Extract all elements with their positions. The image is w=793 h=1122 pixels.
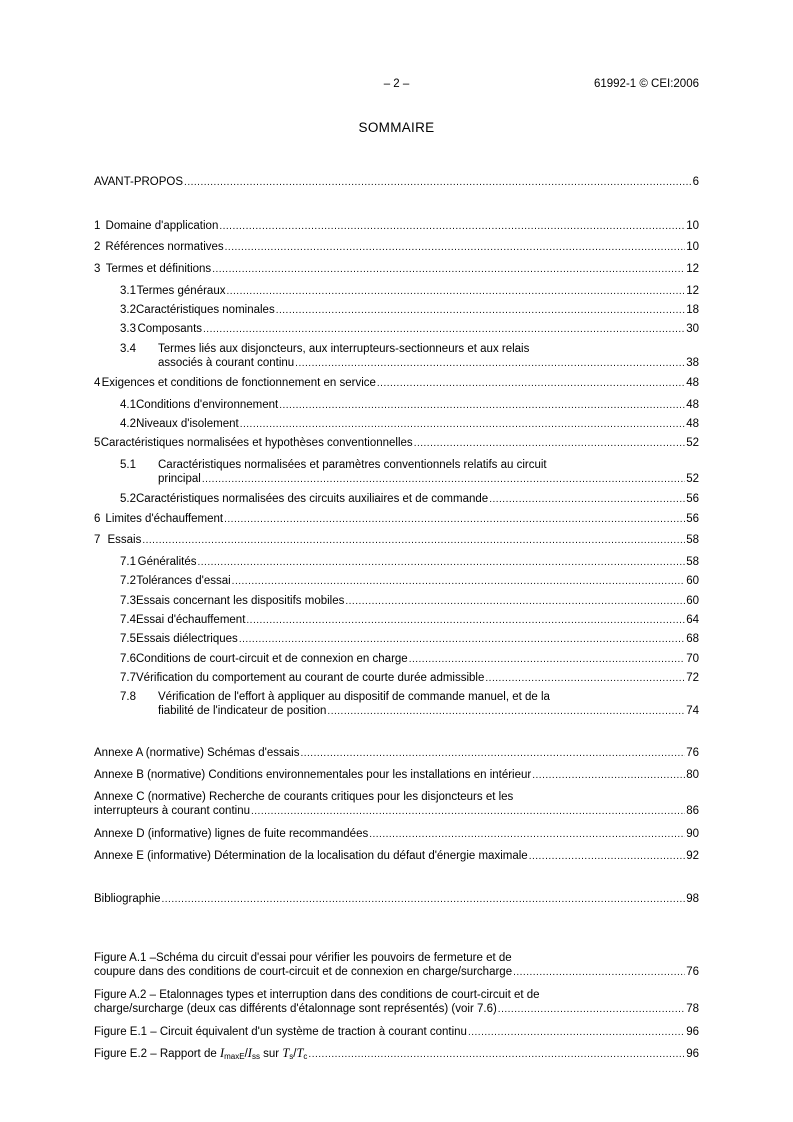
toc-entry-page: 76 xyxy=(686,747,699,759)
toc-entry-number: 4 xyxy=(94,377,101,389)
toc-entry-text-line1: Figure A.1 –Schéma du circuit d'essai pour vérifier les pouvoirs de fermeture et de xyxy=(94,952,512,964)
toc-entry-5-1[interactable] xyxy=(120,458,699,486)
toc-entry-page: 96 xyxy=(686,1026,699,1038)
toc-entry-figure-e1[interactable] xyxy=(94,1025,699,1039)
toc-entry-annex-d[interactable] xyxy=(94,827,699,841)
toc-entry-text: Généralités xyxy=(137,556,197,568)
toc-entry-number: 7.2 xyxy=(120,575,136,587)
toc-entry-7[interactable] xyxy=(94,533,699,547)
toc-entry-page: 12 xyxy=(686,285,699,297)
toc-entry-text: Termes généraux xyxy=(136,285,226,297)
toc-entry-page: 56 xyxy=(686,513,699,525)
toc-entry-page: 56 xyxy=(686,493,699,505)
toc-entry-text-line2: fiabilité de l'indicateur de position xyxy=(158,705,327,717)
toc-entry-text-line1: Figure A.2 – Etalonnages types et interruption dans des conditions de court-circuit et de xyxy=(94,989,540,1001)
toc-entry-page: 90 xyxy=(686,828,699,840)
toc-entry-page: 30 xyxy=(686,323,699,335)
toc-entry-page: 6 xyxy=(692,176,699,188)
toc-entry-page: 18 xyxy=(686,304,699,316)
toc-entry-2[interactable] xyxy=(94,240,699,254)
toc-entry-page: 48 xyxy=(686,399,699,411)
toc-entry-annex-e[interactable] xyxy=(94,849,699,863)
toc-entry-page: 80 xyxy=(686,769,699,781)
toc-entry-page: 60 xyxy=(686,595,699,607)
symbol-t-c: T xyxy=(296,1046,304,1060)
toc-entry-number: 4.2 xyxy=(120,418,136,430)
toc-entry-page: 70 xyxy=(686,653,699,665)
toc-entry-text: Vérification du comportement au courant de courte durée admissible xyxy=(136,672,485,684)
toc-entry-text: Essais diélectriques xyxy=(136,633,238,645)
toc-entry-annex-c[interactable] xyxy=(94,790,699,818)
toc-entry-3[interactable] xyxy=(94,262,699,276)
toc-entry-text-line1: Caractéristiques normalisées et paramètres conventionnels relatifs au circuit xyxy=(158,459,547,471)
toc-entry-page: 76 xyxy=(686,966,699,978)
toc-entry-text: Limites d'échauffement xyxy=(105,513,224,525)
symbol-i-maxe: I xyxy=(219,1046,225,1060)
toc-entry-annex-a[interactable] xyxy=(94,746,699,760)
toc-entry-7-7[interactable] xyxy=(120,671,699,685)
toc-entry-text: Essais concernant les dispositifs mobiles xyxy=(136,595,345,607)
toc-entry-text: Essais xyxy=(107,534,142,546)
toc-entry-text-line2: interrupteurs à courant continu xyxy=(94,805,250,817)
toc-entry-7-4[interactable] xyxy=(120,613,699,627)
toc-entry-text: Conditions de court-circuit et de connexion en charge xyxy=(136,653,408,665)
toc-entry-1[interactable] xyxy=(94,219,699,233)
toc-entry-number: 7.8 xyxy=(120,691,136,703)
toc-entry-5-2[interactable] xyxy=(120,492,699,506)
toc-entry-bibliographie[interactable] xyxy=(94,892,699,906)
toc-entry-number: 4.1 xyxy=(120,399,136,411)
toc-entry-number: 3.4 xyxy=(120,343,136,355)
toc-entry-text: Conditions d'environnement xyxy=(136,399,279,411)
toc-entry-page: 58 xyxy=(686,556,699,568)
toc-entry-text: Caractéristiques normalisées des circuits auxiliaires et de commande xyxy=(136,493,489,505)
toc-entry-text: Domaine d'application xyxy=(105,220,219,232)
toc-entry-5[interactable] xyxy=(94,436,699,450)
toc-entry-number: 5.2 xyxy=(120,493,136,505)
toc-entry-7-8[interactable] xyxy=(120,690,699,718)
toc-entry-page: 58 xyxy=(686,534,699,546)
toc-entry-text: Essai d'échauffement xyxy=(136,614,246,626)
toc-entry-text: Références normatives xyxy=(105,241,224,253)
toc-entry-number: 2 xyxy=(94,241,101,253)
toc-entry-page: 52 xyxy=(686,437,699,449)
toc-entry-text: Exigences et conditions de fonctionnement en service xyxy=(101,377,376,389)
toc-entry-7-6[interactable] xyxy=(120,652,699,666)
toc-entry-number: 7.4 xyxy=(120,614,136,626)
toc-entry-page: 38 xyxy=(686,357,699,369)
toc-entry-number: 3.3 xyxy=(120,323,136,335)
toc-entry-number: 7.3 xyxy=(120,595,136,607)
toc-entry-6[interactable] xyxy=(94,512,699,526)
toc-entry-text: Annexe D (informative) lignes de fuite recommandées xyxy=(94,828,369,840)
toc-entry-text-line2: coupure dans des conditions de court-circuit et de connexion en charge/surcharge xyxy=(94,966,513,978)
toc-entry-text: AVANT-PROPOS xyxy=(94,176,184,188)
toc-entry-avant-propos[interactable] xyxy=(94,175,699,189)
toc-entry-number: 7.1 xyxy=(120,556,136,568)
toc-entry-page: 68 xyxy=(686,633,699,645)
toc-entry-number: 3.2 xyxy=(120,304,136,316)
toc-entry-number: 7.6 xyxy=(120,653,136,665)
toc-entry-7-3[interactable] xyxy=(120,594,699,608)
toc-entry-number: 7.7 xyxy=(120,672,136,684)
toc-entry-text: Annexe E (informative) Détermination de la localisation du défaut d'énergie maximale xyxy=(94,850,528,862)
toc-entry-number: 7 xyxy=(94,534,101,546)
toc-entry-figure-e2[interactable] xyxy=(94,1046,699,1061)
toc-entry-page: 96 xyxy=(686,1048,699,1060)
toc-entry-3-4[interactable] xyxy=(120,342,699,370)
toc-entry-page: 78 xyxy=(686,1003,699,1015)
toc-entry-page: 10 xyxy=(686,241,699,253)
toc-entry-page: 52 xyxy=(686,473,699,485)
toc-entry-7-2[interactable] xyxy=(120,574,699,588)
toc-entry-3-2[interactable] xyxy=(120,303,699,317)
toc-entry-7-5[interactable] xyxy=(120,632,699,646)
toc-entry-number: 6 xyxy=(94,513,101,525)
toc-entry-7-1[interactable] xyxy=(120,555,699,569)
toc-entry-text: Figure E.2 – Rapport de $I_{maxE}/I_{ss}$ sur $T_s/T_c$ xyxy=(94,1046,308,1061)
toc-entry-figure-a2[interactable] xyxy=(94,988,699,1016)
toc-entry-text: Bibliographie xyxy=(94,893,161,905)
toc-entry-page: 48 xyxy=(686,377,699,389)
toc-entry-3-1[interactable] xyxy=(120,284,699,298)
toc-entry-number: 7.5 xyxy=(120,633,136,645)
toc-entry-text: Termes et définitions xyxy=(105,263,212,275)
symbol-i-ss: I xyxy=(247,1046,252,1060)
toc-entry-page: 10 xyxy=(686,220,699,232)
toc-entry-page: 64 xyxy=(686,614,699,626)
toc-entry-number: 3 xyxy=(94,263,101,275)
toc-entry-number: 1 xyxy=(94,220,101,232)
toc-entry-4-1[interactable] xyxy=(120,398,699,412)
toc-entry-page: 86 xyxy=(686,805,699,817)
symbol-t-s: T xyxy=(282,1046,290,1060)
document-reference: 61992-1 © CEI:2006 xyxy=(593,78,699,90)
toc-entry-text: Annexe B (normative) Conditions environnementales pour les installations en intérieur xyxy=(94,769,532,781)
toc-entry-4-2[interactable] xyxy=(120,417,699,431)
toc-entry-page: 74 xyxy=(686,705,699,717)
toc-entry-3-3[interactable] xyxy=(120,322,699,336)
toc-entry-figure-a1[interactable] xyxy=(94,951,699,979)
toc-entry-page: 12 xyxy=(686,263,699,275)
toc-entry-text: Tolérances d'essai xyxy=(136,575,231,587)
toc-entry-page: 60 xyxy=(686,575,699,587)
toc-entry-text: Figure E.1 – Circuit équivalent d'un système de traction à courant continu xyxy=(94,1026,467,1038)
toc-entry-text-line1: Termes liés aux disjoncteurs, aux interrupteurs-sectionneurs et aux relais xyxy=(158,343,530,355)
toc-entry-number: 3.1 xyxy=(120,285,136,297)
toc-entry-number: 5.1 xyxy=(120,459,136,471)
toc-entry-number: 5 xyxy=(94,437,101,449)
toc-entry-text: Caractéristiques normalisées et hypothèses conventionnelles xyxy=(100,437,413,449)
toc-entry-text-line2: charge/surcharge (deux cas différents d'étalonnage sont représentés) (voir 7.6) xyxy=(94,1003,497,1015)
toc-entry-text: Annexe A (normative) Schémas d'essais xyxy=(94,747,300,759)
toc-entry-page: 92 xyxy=(686,850,699,862)
page-number: – 2 – xyxy=(383,78,410,90)
toc-entry-page: 48 xyxy=(686,418,699,430)
toc-entry-text: Composants xyxy=(137,323,203,335)
toc-entry-page: 72 xyxy=(686,672,699,684)
page-title: SOMMAIRE xyxy=(358,120,435,135)
toc-entry-page: 98 xyxy=(686,893,699,905)
toc-entry-text-line2: associés à courant continu xyxy=(158,357,295,369)
toc-entry-text-line2: principal xyxy=(158,473,201,485)
toc-entry-text-line1: Annexe C (normative) Recherche de courants critiques pour les disjoncteurs et les xyxy=(94,791,514,803)
toc-entry-text: Caractéristiques nominales xyxy=(136,304,275,316)
toc-entry-text: Niveaux d'isolement xyxy=(136,418,239,430)
toc-entry-annex-b[interactable] xyxy=(94,768,699,782)
toc-entry-text-line1: Vérification de l'effort à appliquer au dispositif de commande manuel, et de la xyxy=(158,691,550,703)
toc-entry-4[interactable] xyxy=(94,376,699,390)
